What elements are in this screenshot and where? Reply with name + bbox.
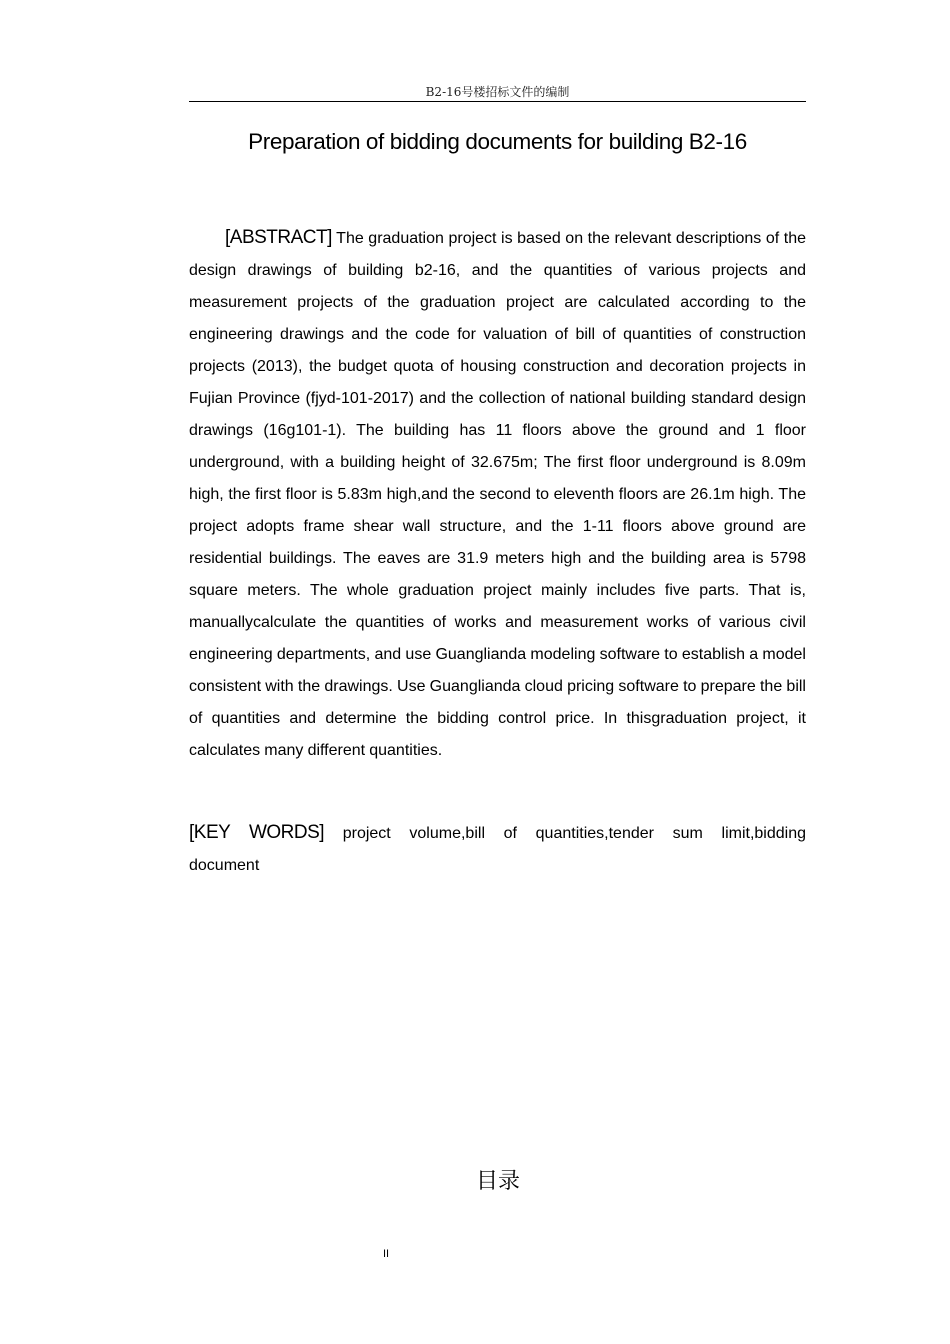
keywords-line — [189, 817, 806, 850]
document-title: Preparation of bidding documents for building B2-16 — [248, 129, 747, 154]
abstract-paragraph — [189, 222, 806, 767]
abstract-label: [ABSTRACT] — [225, 227, 332, 248]
keywords-label: [KEY WORDS] — [189, 822, 325, 843]
page-number: II — [382, 1248, 390, 1260]
header-rule — [189, 101, 806, 102]
running-header: B2-16号楼招标文件的编制 — [425, 85, 570, 99]
abstract-text: The graduation project is based on the relevant descriptions of the design drawings of building b2-16, and the quantities of various projects and measurement projects of the graduation project are calculated according to the engineering drawings and the code for valuation of bill of quantities of construction projects (2013), the budget quota of housing construction and decoration projects in Fujian Province (fjyd-101-2017) and the collection of national building standard design drawings (16g101-1). The building has 11 floors above the ground and 1 floor underground, with a building height of 32.675m; The first floor underground is 8.09m high, the first floor is 5.83m high,and the second to eleventh floors are 26.1m high. The project adopts frame shear wall structure, and the 1-11 floors above ground are residential buildings. The eaves are 31.9 meters high and the building area is 5798 square meters. The whole graduation project mainly includes five parts. That is, manuallycalculate the quantities of works and measurement works of various civil engineering departments, and use Guanglianda modeling software to establish a model consistent with the drawings. Use Guanglianda cloud pricing software to prepare the bill of quantities and determine the bidding control price. In thisgraduation project, it calculates many different quantities. — [189, 230, 806, 759]
keywords-text: project volume,bill of quantities,tender sum limit,bidding — [324, 825, 807, 842]
keywords-text-continued: document — [189, 857, 260, 874]
keywords-paragraph — [189, 817, 806, 882]
toc-heading: 目录 — [475, 1169, 520, 1194]
